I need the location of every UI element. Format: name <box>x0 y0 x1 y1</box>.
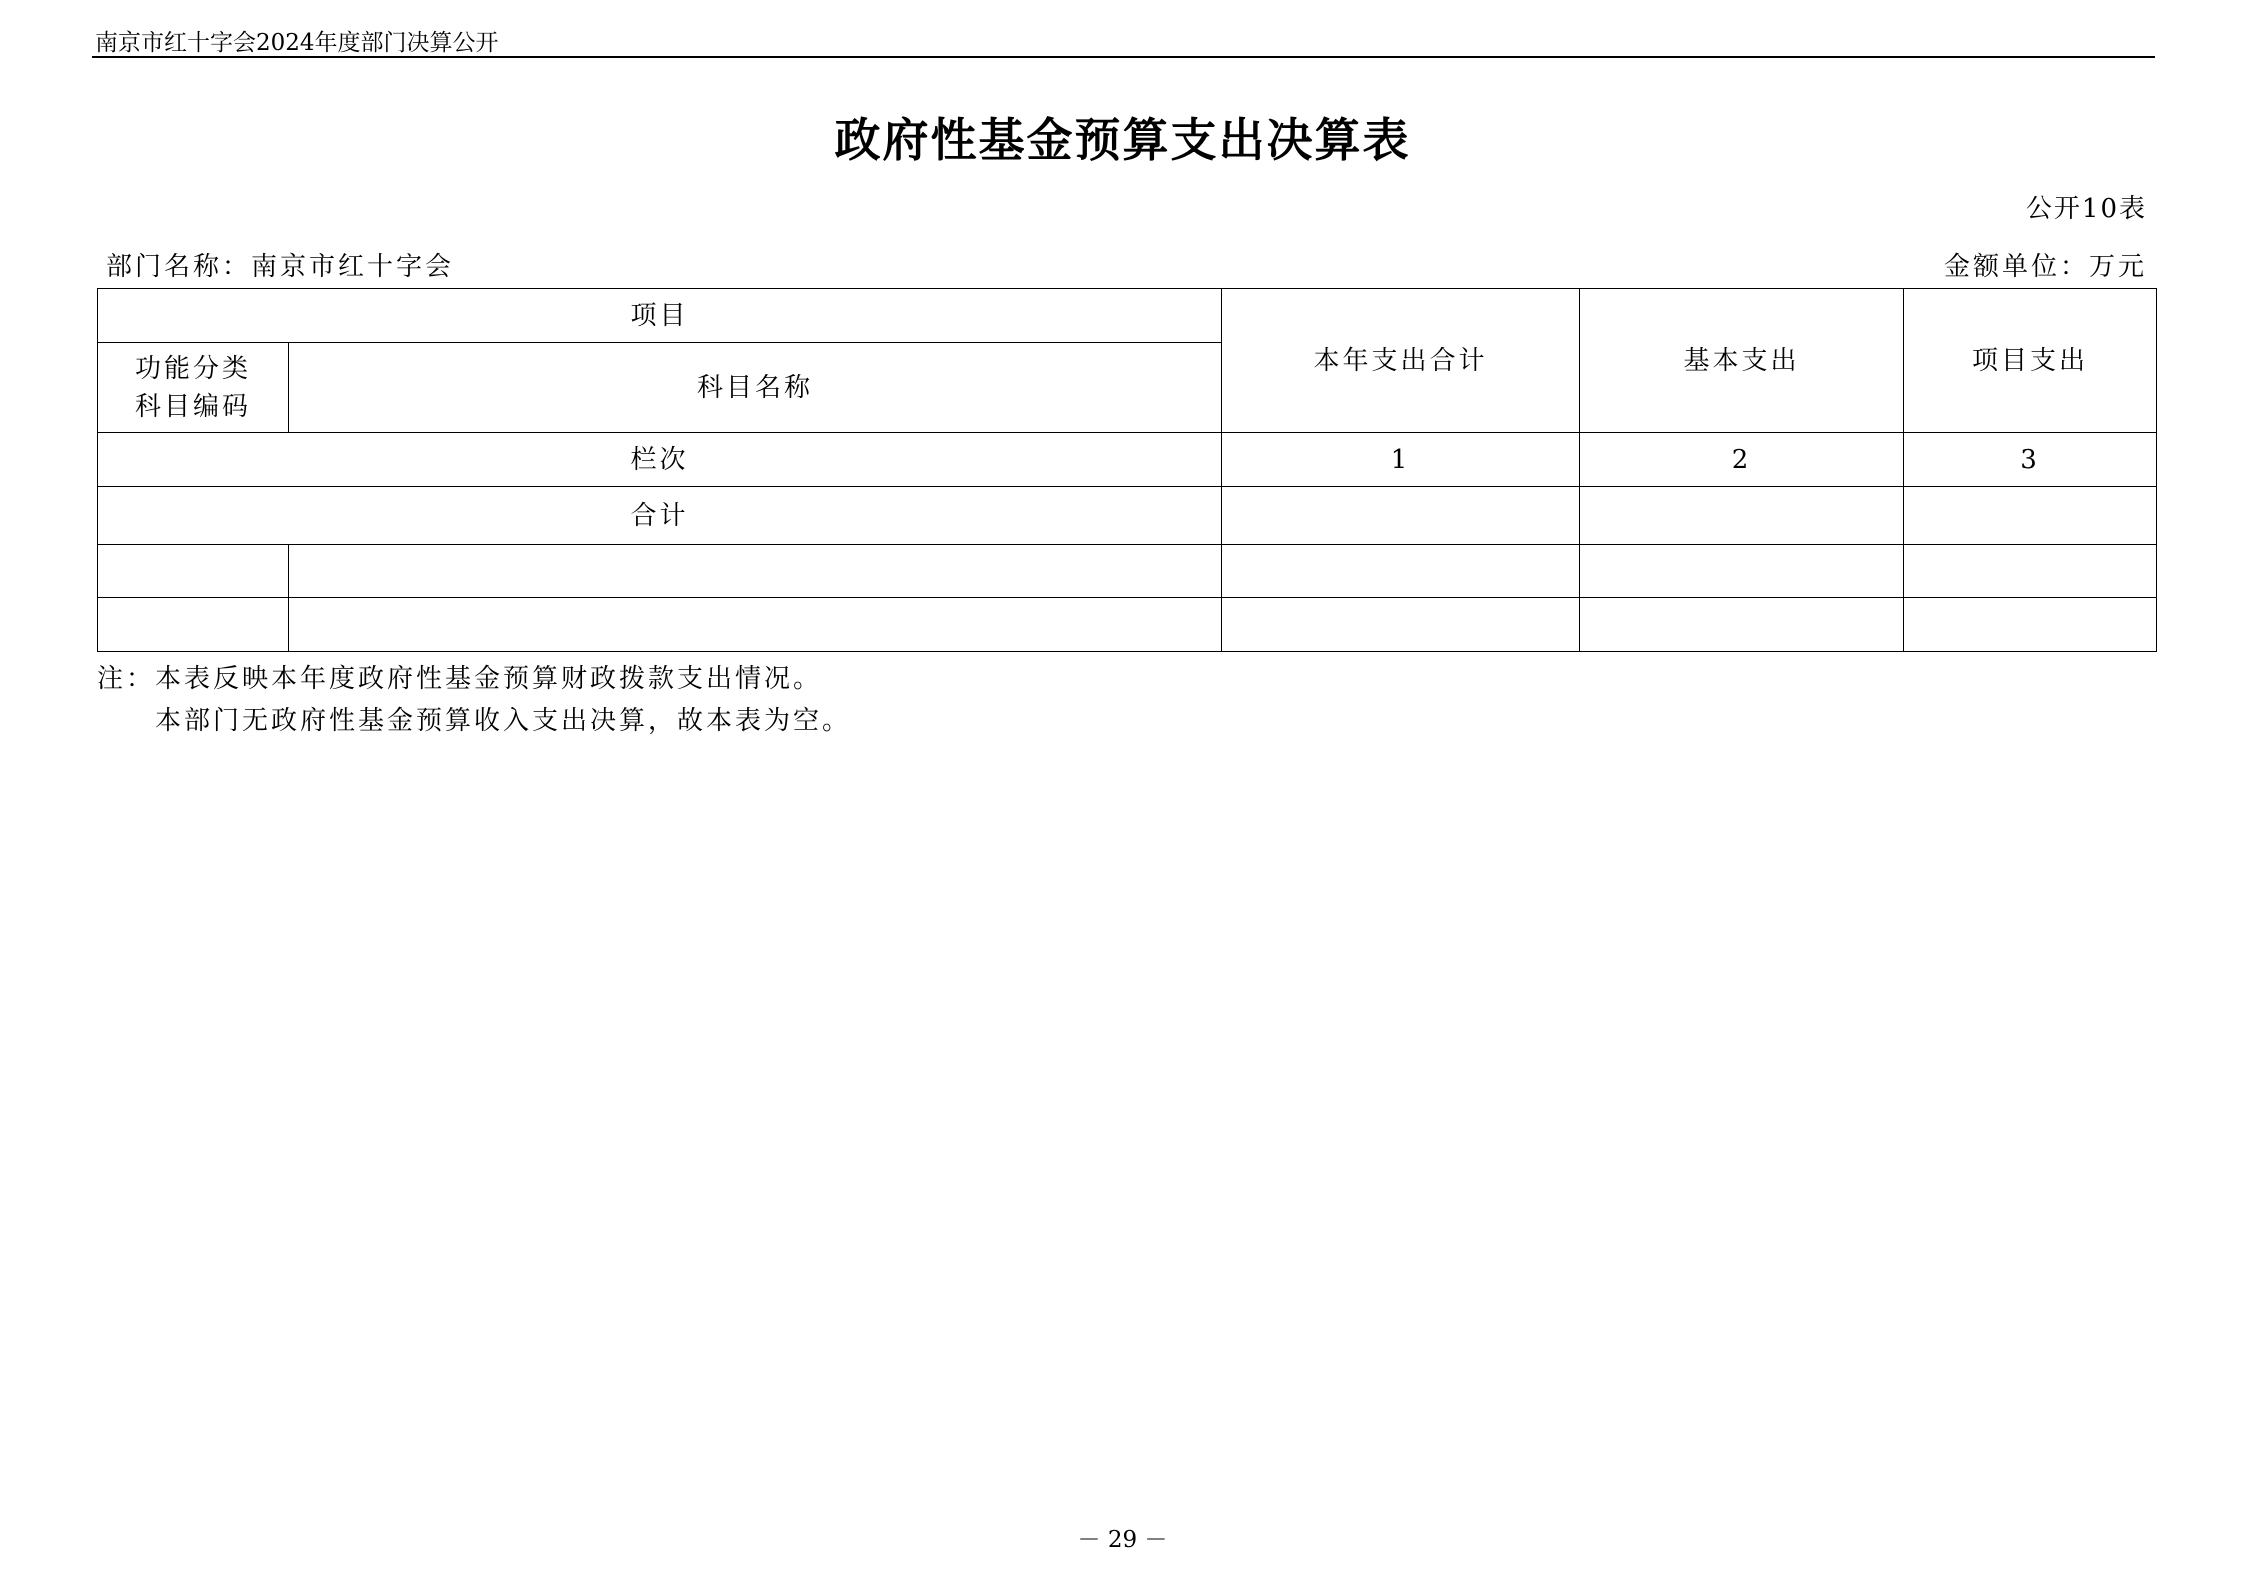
page-title: 政府性基金预算支出决算表 <box>834 113 1411 167</box>
row-subject-name <box>289 598 1222 652</box>
column-number-2: 2 <box>1580 433 1904 487</box>
row-total <box>1222 545 1580 598</box>
row-basic <box>1580 545 1904 598</box>
header-subject-name: 科目名称 <box>289 343 1222 433</box>
note-line-2: 本部门无政府性基金预算收入支出决算，故本表为空。 <box>155 706 852 736</box>
row-basic <box>1580 598 1904 652</box>
row-subject-name <box>289 545 1222 598</box>
header-function-code-line2: 科目编码 <box>134 391 251 422</box>
page-number: － 29 － <box>1077 1527 1168 1553</box>
table-row <box>98 545 2157 598</box>
row-project <box>1904 598 2157 652</box>
total-label: 合计 <box>98 487 1222 545</box>
note-line-1: 注：本表反映本年度政府性基金预算财政拨款支出情况。 <box>97 664 823 694</box>
department-name: 部门名称：南京市红十字会 <box>106 252 455 282</box>
header-basic-expenditure: 基本支出 <box>1580 289 1904 433</box>
total-row <box>98 487 2157 545</box>
column-number-3: 3 <box>1904 433 2157 487</box>
header-function-code-line1: 功能分类 <box>134 353 251 384</box>
header-row-1 <box>98 289 2157 343</box>
total-value-1 <box>1222 487 1580 545</box>
column-number-label: 栏次 <box>98 433 1222 487</box>
table-notes <box>97 658 851 742</box>
total-value-2 <box>1580 487 1904 545</box>
header-function-code <box>98 343 289 433</box>
header-rule <box>92 56 2155 58</box>
row-code <box>98 598 289 652</box>
table-row <box>98 598 2157 652</box>
header-total-expenditure: 本年支出合计 <box>1222 289 1580 433</box>
amount-unit: 金额单位：万元 <box>1943 252 2147 282</box>
column-number-row <box>98 433 2157 487</box>
column-number-1: 1 <box>1222 433 1580 487</box>
running-header: 南京市红十字会2024年度部门决算公开 <box>95 30 499 56</box>
fund-expenditure-table <box>97 288 2157 652</box>
row-total <box>1222 598 1580 652</box>
total-value-3 <box>1904 487 2157 545</box>
table-number: 公开10表 <box>2025 194 2147 224</box>
header-item: 项目 <box>98 289 1222 343</box>
header-project-expenditure: 项目支出 <box>1904 289 2157 433</box>
row-code <box>98 545 289 598</box>
row-project <box>1904 545 2157 598</box>
